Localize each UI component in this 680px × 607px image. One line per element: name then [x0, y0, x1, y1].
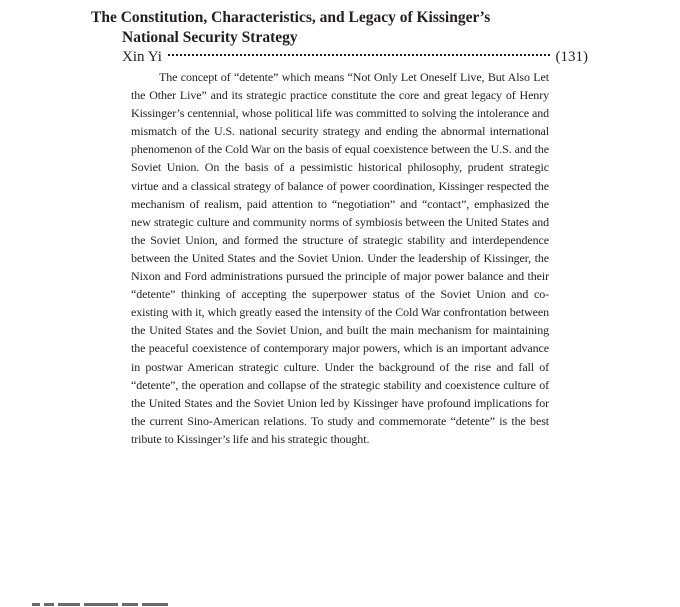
- article-title-line-2: National Security Strategy: [122, 29, 298, 46]
- dot-leader: [168, 54, 550, 56]
- cropped-footer-text: [32, 598, 332, 607]
- abstract-paragraph: The concept of “detente” which means “Not Only Let Oneself Live, But Also Let the Other Live” and its strategic practice constitute the core and great legacy of Henry Kissinger’s centennial, whose political life was committed to solving the intolerance and mismatch of the U.S. national security strategy and ending the abnormal international phenomenon of the Cold War on the basis of equal coexistence between the U.S. and the Soviet Union. On the basis of a pessimistic historical philosophy, prudent strategic virtue and a classical strategy of balance of power coordination, Kissinger respected the mechanism of realism, paid attention to “negotiation” and “contact”, emphasized the new strategic culture and community norms of symbiosis between the United States and the Soviet Union, and formed the structure of strategic stability and interdependence between the United States and the Soviet Union. Under the leadership of Kissinger, the Nixon and Ford administrations pursued the principle of major power balance and their “detente” thinking of accepting the superpower status of the Soviet Union and co-existing with it, which greatly eased the intensity of the Cold War confrontation between the United States and the Soviet Union, and built the main mechanism for maintaining the peaceful coexistence of contemporary major powers, which is an important advance in postwar American strategic culture. Under the background of the rise and fall of “detente”, the operation and collapse of the strategic stability and coexistence culture of the United States and the Soviet Union led by Kissinger have profound implications for the current Sino-American relations. To study and commemorate “detente” is the best tribute to Kissinger’s life and his strategic thought.: [131, 70, 549, 446]
- author-page-row: [122, 47, 588, 67]
- article-title: [91, 8, 561, 48]
- page-number: (131): [555, 49, 588, 65]
- author-name: Xin Yi: [122, 49, 162, 65]
- article-title-line-1: The Constitution, Characteristics, and Legacy of Kissinger’s: [91, 9, 491, 26]
